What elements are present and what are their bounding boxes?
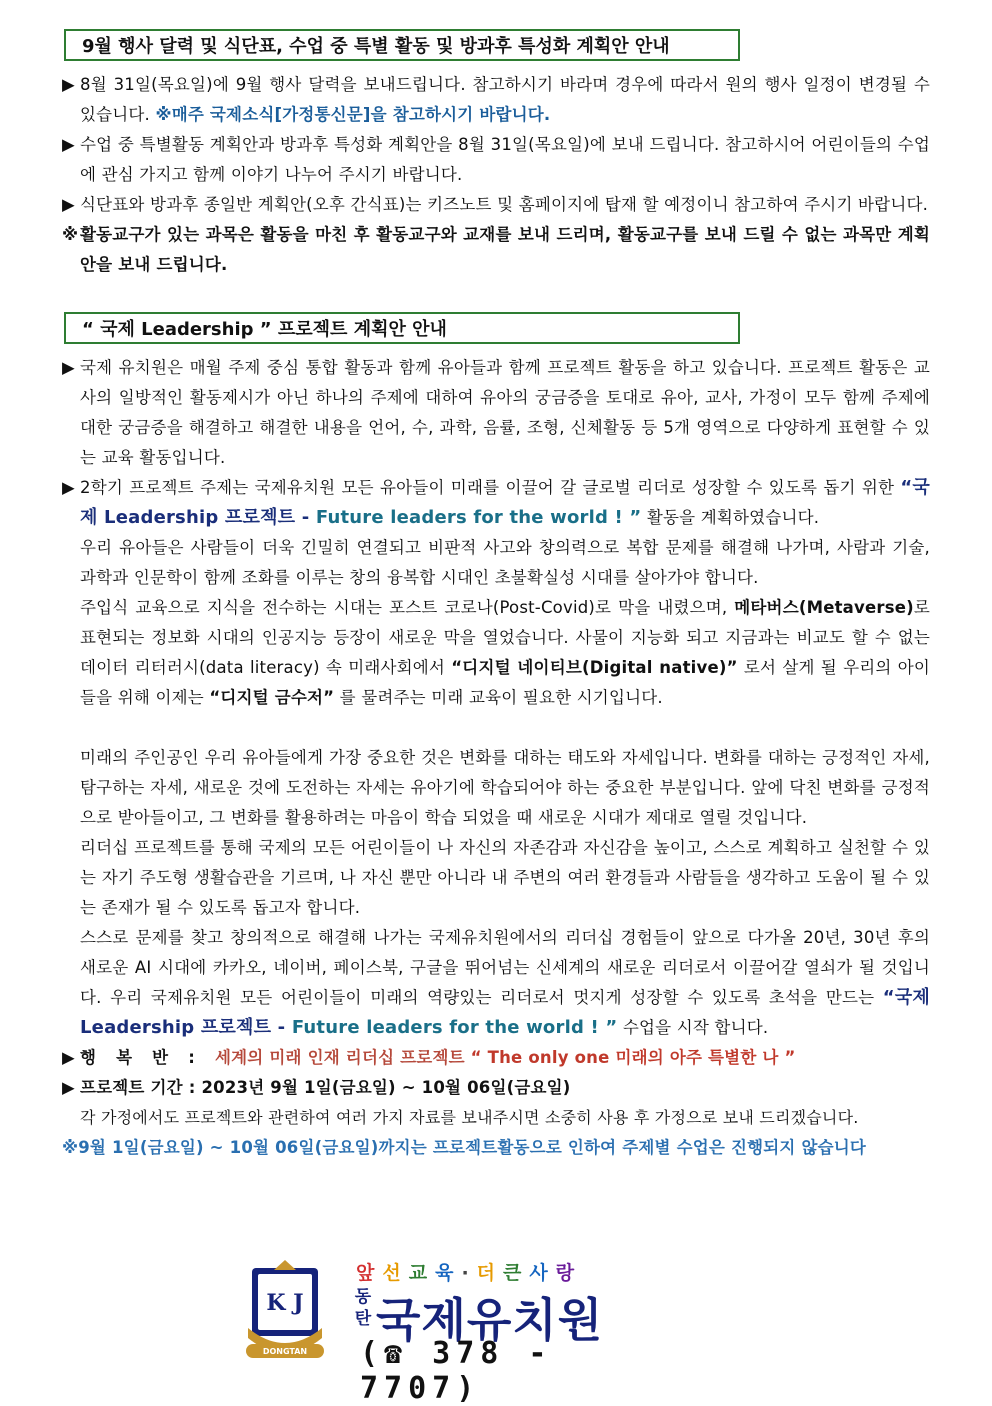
para-text: 를 물려주는 미래 교육이 필요한 시기입니다. — [334, 688, 663, 707]
project-name: “국제 Leadership 프로젝트 - — [80, 987, 930, 1038]
slogan-char: 랑 — [555, 1262, 575, 1284]
period-value: 2023년 9월 1일(금요일) ~ 10월 06일(금요일) — [201, 1078, 571, 1097]
slogan-char: 교 — [408, 1262, 428, 1284]
para-text: 2학기 프로젝트 주제는 국제유치원 모든 유아들이 미래를 이끌어 갈 글로벌 리더로 성장할 수 있도록 돕기 위한 — [80, 478, 901, 497]
bullet-marker: ▶ — [62, 358, 75, 377]
project-name: “국제 Leadership 프로젝트 - — [80, 477, 930, 528]
dong-char: 동 — [354, 1287, 372, 1307]
bullet-marker: ▶ — [62, 75, 75, 94]
slogan-char: 큰 — [503, 1262, 522, 1284]
section2-para-6: 리더십 프로젝트를 통해 국제의 모든 어린이들이 나 자신의 자존감과 자신감을 높이고, 스스로 계획하고 실천할 수 있는 자기 주도형 생활습관을 기르며, 나 자신 뿐만 아니라 내 주변의 여러 환경들과 사람들을 생각하고 도움이 될 수 있는 존재가 될 수 있도록 돕고자 합니다. — [80, 838, 930, 917]
logo-letters: K J — [266, 1290, 304, 1316]
crest-icon — [238, 1258, 332, 1374]
digital-spoon-term: “디지털 금수저” — [209, 688, 335, 707]
section1-note — [62, 220, 930, 280]
slogan-char: 선 — [382, 1262, 401, 1284]
note-marker: ※ — [62, 225, 79, 244]
logo-ribbon: DONGTAN — [262, 1347, 308, 1356]
para-text: 로 표현되는 정보화 시대의 인공지능 등장이 새로운 막을 열었습니다. 사물이 지능화 되고 지금과는 비교도 할 수 없는 데이터 리터러시(data literacy) 속 미래사회에서 — [80, 598, 930, 677]
section1-body — [62, 70, 930, 280]
para-text: 수업을 시작 합니다. — [617, 1018, 769, 1037]
period-label: 프로젝트 기간 : — [80, 1078, 202, 1097]
request-line: 각 가정에서도 프로젝트와 관련하여 여러 가지 자료를 보내주시면 소중히 사용 후 가정으로 보내 드리겠습니다. — [80, 1108, 859, 1127]
section2-para-5: 미래의 주인공인 우리 유아들에게 가장 중요한 것은 변화를 대하는 태도와 자세입니다. 변화를 대하는 긍정적인 자세, 탐구하는 자세, 새로운 것에 도전하는 자세는 유아기에 학습되어야 하는 중요한 부분입니다. 앞에 닥친 변화를 긍정적으로 받아들이고, 그 변화를 활용하려는 마음이 학습 되었을 때 새로운 시대가 제대로 열릴 것입니다. — [80, 748, 930, 827]
project-slogan: Future leaders for the world ! ” — [315, 507, 642, 528]
section1-item-2 — [62, 130, 930, 190]
item-text: 수업 중 특별활동 계획안과 방과후 특성화 계획안을 8월 31일(목요일)에 보내 드립니다. 참고하시어 어린이들의 수업에 관심 가지고 함께 이야기 나누어 주시기 바랍니다. — [80, 135, 930, 184]
para-text: 활동을 계획하였습니다. — [641, 508, 820, 527]
happy-class-label: 행 복 반 : — [80, 1048, 215, 1067]
newsletter-reference-note: ※매주 국제소식[가정통신문]을 참고하시기 바랍니다. — [155, 105, 551, 124]
kindergarten-logo — [238, 1258, 678, 1406]
para-text: 로서 살게 될 우리의 아이들을 위해 이제는 — [80, 658, 930, 707]
slogan-char: 육 — [435, 1262, 454, 1284]
slogan-char: 더 — [476, 1262, 496, 1284]
dongtan-label — [352, 1286, 374, 1330]
para-text: 주입식 교육으로 지식을 전수하는 시대는 포스트 코로나(Post-Covid)로 막을 내렸으며, — [80, 598, 735, 617]
section2-para-7 — [62, 923, 930, 1043]
happy-class-project: 세계의 미래 인재 리더십 프로젝트 — [215, 1048, 471, 1067]
item-text: 8월 31일(목요일)에 9월 행사 달력을 보내드립니다. 참고하시기 바라며 경우에 따라서 원의 행사 일정이 변경될 수 있습니다. — [80, 75, 930, 124]
bullet-marker: ▶ — [62, 1048, 75, 1067]
para-text: 스스로 문제를 찾고 창의적으로 해결해 나가는 국제유치원에서의 리더십 경험들이 앞으로 다가올 20년, 30년 후의 새로운 AI 시대에 카카오, 네이버, 페이스북, 구글을 뛰어넘는 신세계의 새로운 리더로서 이끌어갈 열쇠가 될 것입니다. 우리 국제유치원 모든 어린이들이 미래의 역량있는 리더로서 멋지게 성장할 수 있도록 초석을 만드는 — [80, 928, 930, 1007]
bullet-marker: ▶ — [62, 478, 75, 497]
section1-title: 9월 행사 달력 및 식단표, 수업 중 특별 활동 및 방과후 특성화 계획안 안내 — [64, 29, 740, 61]
section2-para-3: 우리 유아들은 사람들이 더욱 긴밀히 연결되고 비판적 사고와 창의력으로 복합 문제를 해결해 나가며, 사람과 기술, 과학과 인문학이 함께 조화를 이루는 창의 융복합 시대인 초불확실성 시대를 살아가야 합니다. — [80, 538, 930, 587]
section2-title: “ 국제 Leadership ” 프로젝트 계획안 안내 — [64, 312, 740, 344]
section1-item-1 — [62, 70, 930, 130]
note-text: 활동교구가 있는 과목은 활동을 마친 후 활동교구와 교재를 보내 드리며, 활동교구를 보내 드릴 수 없는 과목만 계획안을 보내 드립니다. — [80, 225, 930, 274]
blank-line — [62, 713, 930, 743]
metaverse-term: 메타버스(Metaverse) — [734, 598, 914, 617]
slogan-char: 사 — [529, 1262, 548, 1284]
bullet-marker: ▶ — [62, 195, 75, 214]
project-period-line — [62, 1073, 930, 1103]
tan-char: 탄 — [354, 1309, 372, 1329]
bullet-marker: ▶ — [62, 135, 75, 154]
happy-class-line — [62, 1043, 930, 1073]
para-text: 국제 유치원은 매월 주제 중심 통합 활동과 함께 유아들과 함께 프로젝트 활동을 하고 있습니다. 프로젝트 활동은 교사의 일방적인 활동제시가 아닌 하나의 주제에 대하여 유아의 궁금증을 토대로 유아, 교사, 가정이 모두 함께 주제에 대한 궁금증을 해결하고 해결한 내용을 언어, 수, 과학, 음률, 조형, 신체활동 등 5개 영역으로 다양하게 표현할 수 있는 교육 활동입니다. — [80, 358, 930, 467]
slogan-char: · — [461, 1262, 469, 1284]
slogan — [356, 1258, 582, 1285]
happy-class-slogan: “ The only one 미래의 아주 특별한 나 ” — [470, 1048, 796, 1067]
notice-line: ※9월 1일(금요일) ~ 10월 06일(금요일)까지는 프로젝트활동으로 인하여 주제별 수업은 진행되지 않습니다 — [62, 1138, 867, 1157]
section2-body — [62, 353, 930, 1163]
bullet-marker: ▶ — [62, 1078, 75, 1097]
slogan-char: 앞 — [356, 1262, 375, 1284]
project-slogan: Future leaders for the world ! ” — [291, 1017, 618, 1038]
section1-item-3 — [62, 190, 930, 220]
item-text: 식단표와 방과후 종일반 계획안(오후 간식표)는 키즈노트 및 홈페이지에 탑재 할 예정이니 참고하여 주시기 바랍니다. — [80, 195, 929, 214]
section2-para-4 — [62, 593, 930, 713]
school-name: 국제유치원 — [376, 1293, 604, 1347]
section2-para-2 — [62, 473, 930, 533]
digital-native-term: “디지털 네이티브(Digital native)” — [451, 658, 738, 677]
phone-number: (☎ 378 - 7707) — [360, 1336, 553, 1406]
section2-para-1 — [62, 353, 930, 473]
